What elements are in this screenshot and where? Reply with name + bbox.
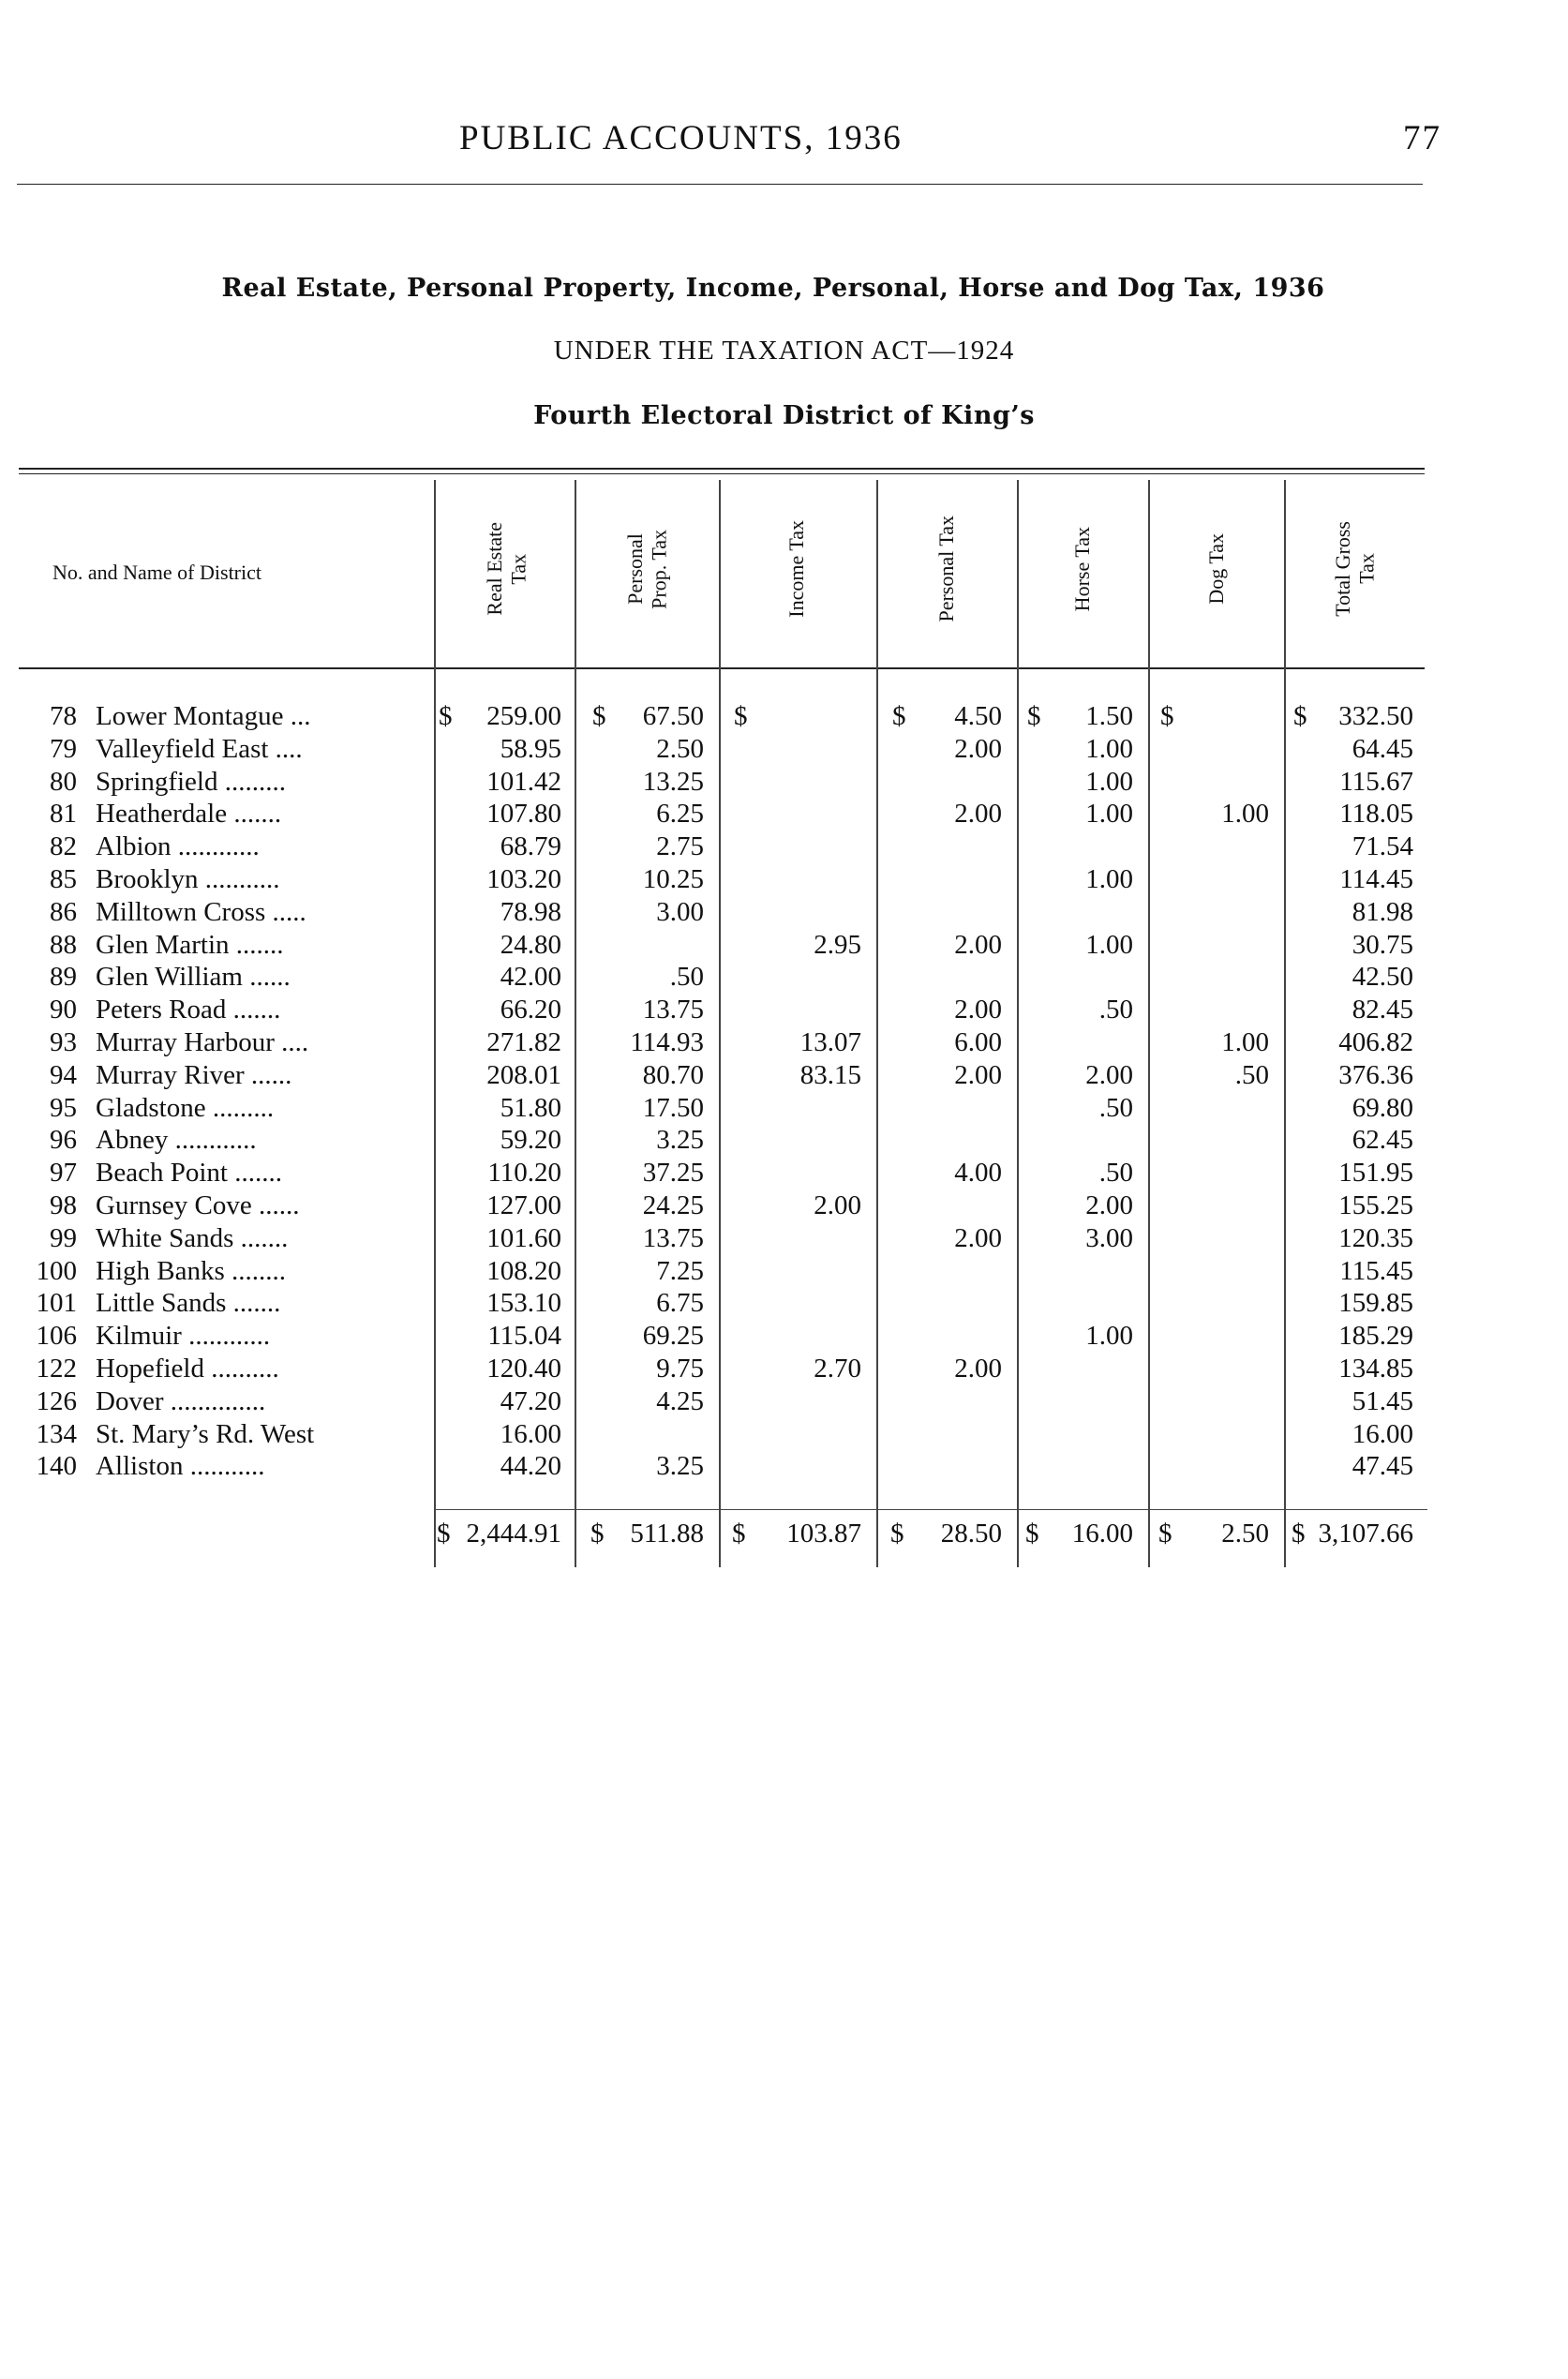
total-re: 2,444.91 [466, 1519, 561, 1549]
cell-total: 30.75 [1351, 929, 1413, 960]
district-number: 93 [50, 1027, 77, 1057]
totals-rule [434, 1509, 1427, 1510]
total-pers: 28.50 [940, 1519, 1002, 1549]
district-number: 96 [50, 1125, 77, 1156]
cell-pp: 3.00 [656, 896, 704, 927]
cell-re: 58.95 [500, 733, 561, 764]
table-row [0, 1060, 1568, 1093]
cell-horse: 1.00 [1085, 929, 1133, 960]
cell-horse: 3.00 [1085, 1222, 1133, 1253]
cell-re: 115.04 [487, 1321, 561, 1352]
cell-pp: 3.25 [656, 1451, 704, 1482]
cell-pp: 7.25 [656, 1255, 704, 1286]
cell-horse: .50 [1098, 995, 1133, 1025]
district-name: Lower Montague ... [96, 701, 311, 731]
cell-re: 110.20 [487, 1158, 561, 1189]
cell-total: 120.35 [1338, 1222, 1413, 1253]
district-number: 81 [50, 799, 77, 830]
district-name: Murray River ...... [96, 1059, 292, 1090]
table-top-rule [19, 468, 1425, 470]
district-number: 90 [50, 995, 77, 1025]
district-number: 80 [50, 766, 77, 797]
cell-total: 134.85 [1338, 1354, 1413, 1384]
cell-dog: 1.00 [1221, 799, 1269, 830]
district-name: Beach Point ....... [96, 1158, 282, 1189]
table-row [0, 1027, 1568, 1060]
district-number: 79 [50, 733, 77, 764]
cell-horse: .50 [1098, 1092, 1133, 1123]
total-inc: 103.87 [786, 1519, 861, 1549]
cell-total: 16.00 [1351, 1418, 1413, 1449]
table-row [0, 1125, 1568, 1158]
cell-pp: 6.25 [656, 799, 704, 830]
cell-re: 107.80 [486, 799, 561, 830]
cell-re: 44.20 [500, 1451, 561, 1482]
cell-total: 151.95 [1338, 1158, 1413, 1189]
cell-pp: 67.50 [642, 701, 704, 731]
cell-re: 153.10 [486, 1288, 561, 1319]
district-name: Albion ............ [96, 831, 260, 862]
district-number: 134 [36, 1418, 77, 1449]
cell-inc: 13.07 [799, 1027, 861, 1057]
cell-horse: 1.00 [1085, 1321, 1133, 1352]
table-title: Real Estate, Personal Property, Income, Personal, Horse and Dog Tax, 1936 [221, 274, 1325, 303]
cell-inc: 83.15 [799, 1059, 861, 1090]
cell-total: 64.45 [1351, 733, 1413, 764]
col-head-personal: Personal Tax [934, 516, 959, 622]
dollar-sign: $ [1027, 701, 1041, 731]
district-name: Gladstone ......... [96, 1092, 275, 1123]
table-row [0, 799, 1568, 831]
table-row [0, 1093, 1568, 1126]
cell-re: 120.40 [486, 1354, 561, 1384]
district-name: Milltown Cross ..... [96, 896, 306, 927]
district-name: Brooklyn ........... [96, 864, 280, 894]
district-number: 85 [50, 864, 77, 894]
cell-total: 81.98 [1351, 896, 1413, 927]
table-row [0, 1190, 1568, 1223]
district-name: Glen Martin ....... [96, 929, 284, 960]
total-dog: 2.50 [1221, 1519, 1269, 1549]
cell-pp: 2.50 [656, 733, 704, 764]
cell-pp: .50 [669, 962, 704, 993]
cell-horse: 1.00 [1085, 799, 1133, 830]
cell-pp: 17.50 [642, 1092, 704, 1123]
table-row [0, 1288, 1568, 1321]
cell-re: 47.20 [500, 1385, 561, 1416]
table-row [0, 962, 1568, 995]
district-number: 82 [50, 831, 77, 862]
cell-pers: 6.00 [954, 1027, 1002, 1057]
table-row [0, 767, 1568, 800]
district-name: Hopefield .......... [96, 1354, 279, 1384]
cell-pp: 13.25 [642, 766, 704, 797]
cell-re: 68.79 [500, 831, 561, 862]
table-row [0, 1223, 1568, 1256]
dollar-sign: $ [732, 1519, 746, 1549]
cell-pp: 13.75 [642, 995, 704, 1025]
col-head-name: No. and Name of District [52, 561, 261, 584]
cell-re: 108.20 [486, 1255, 561, 1286]
cell-total: 114.45 [1339, 864, 1413, 894]
table-row [0, 1158, 1568, 1190]
table-row [0, 864, 1568, 897]
district-name: Gurnsey Cove ...... [96, 1190, 300, 1220]
cell-re: 103.20 [486, 864, 561, 894]
col-head-income: Income Tax [784, 520, 809, 618]
district-name: Kilmuir ............ [96, 1321, 271, 1352]
cell-re: 16.00 [500, 1418, 561, 1449]
table-row [0, 1354, 1568, 1386]
dollar-sign: $ [734, 701, 748, 731]
district-subtitle: Fourth Electoral District of King’s [533, 401, 1035, 430]
district-name: Glen William ...... [96, 962, 291, 993]
cell-horse: 1.50 [1085, 701, 1133, 731]
cell-pp: 24.25 [642, 1190, 704, 1220]
cell-re: 259.00 [486, 701, 561, 731]
cell-horse: 1.00 [1085, 733, 1133, 764]
table-row [0, 897, 1568, 930]
district-number: 100 [36, 1255, 77, 1286]
page-number: 77 [1403, 119, 1441, 157]
district-number: 126 [36, 1385, 77, 1416]
cell-total: 42.50 [1351, 962, 1413, 993]
table-row [0, 734, 1568, 767]
cell-re: 51.80 [500, 1092, 561, 1123]
cell-pp: 80.70 [642, 1059, 704, 1090]
cell-total: 332.50 [1338, 701, 1413, 731]
table-row [0, 1419, 1568, 1452]
table-row [0, 1451, 1568, 1484]
cell-horse: .50 [1098, 1158, 1133, 1189]
cell-re: 127.00 [486, 1190, 561, 1220]
cell-total: 155.25 [1338, 1190, 1413, 1220]
dollar-sign: $ [1293, 701, 1307, 731]
district-number: 95 [50, 1092, 77, 1123]
cell-inc: 2.70 [814, 1354, 861, 1384]
cell-pers: 2.00 [954, 995, 1002, 1025]
cell-re: 24.80 [500, 929, 561, 960]
district-name: Alliston ........... [96, 1451, 265, 1482]
cell-total: 115.45 [1339, 1255, 1413, 1286]
district-name: Little Sands ....... [96, 1288, 281, 1319]
cell-inc: 2.00 [814, 1190, 861, 1220]
cell-re: 59.20 [500, 1125, 561, 1156]
cell-pers: 4.00 [954, 1158, 1002, 1189]
cell-pers: 4.50 [954, 701, 1002, 731]
dollar-sign: $ [890, 1519, 904, 1549]
page-title: PUBLIC ACCOUNTS, 1936 [459, 119, 903, 157]
table-row [0, 930, 1568, 963]
cell-total: 118.05 [1339, 799, 1413, 830]
district-name: Dover .............. [96, 1385, 266, 1416]
cell-pers: 2.00 [954, 1222, 1002, 1253]
cell-total: 159.85 [1338, 1288, 1413, 1319]
cell-total: 69.80 [1351, 1092, 1413, 1123]
district-number: 88 [50, 929, 77, 960]
table-row [0, 995, 1568, 1027]
cell-total: 82.45 [1351, 995, 1413, 1025]
total-total: 3,107.66 [1318, 1519, 1413, 1549]
district-number: 78 [50, 701, 77, 731]
cell-pp: 3.25 [656, 1125, 704, 1156]
cell-pp: 2.75 [656, 831, 704, 862]
cell-re: 101.60 [486, 1222, 561, 1253]
district-name: High Banks ........ [96, 1255, 286, 1286]
cell-pers: 2.00 [954, 1059, 1002, 1090]
cell-re: 101.42 [486, 766, 561, 797]
cell-pers: 2.00 [954, 929, 1002, 960]
dollar-sign: $ [1160, 701, 1174, 731]
district-name: Springfield ......... [96, 766, 286, 797]
dollar-sign: $ [1025, 1519, 1039, 1549]
district-name: Murray Harbour .... [96, 1027, 309, 1057]
district-name: St. Mary’s Rd. West [96, 1418, 315, 1449]
district-name: Peters Road ....... [96, 995, 281, 1025]
district-number: 98 [50, 1190, 77, 1220]
cell-horse: 1.00 [1085, 766, 1133, 797]
cell-re: 208.01 [486, 1059, 561, 1090]
cell-re: 271.82 [486, 1027, 561, 1057]
dollar-sign: $ [437, 1519, 451, 1549]
cell-pp: 114.93 [630, 1027, 704, 1057]
cell-horse: 2.00 [1085, 1190, 1133, 1220]
cell-total: 115.67 [1339, 766, 1413, 797]
col-head-personal-prop: Personal Prop. Tax [622, 529, 670, 609]
cell-pp: 6.75 [656, 1288, 704, 1319]
cell-horse: 1.00 [1085, 864, 1133, 894]
cell-pers: 2.00 [954, 1354, 1002, 1384]
cell-total: 406.82 [1338, 1027, 1413, 1057]
district-number: 122 [36, 1354, 77, 1384]
dollar-sign: $ [590, 1519, 605, 1549]
cell-pers: 2.00 [954, 733, 1002, 764]
district-name: Abney ............ [96, 1125, 257, 1156]
dollar-sign: $ [439, 701, 453, 731]
cell-pp: 37.25 [642, 1158, 704, 1189]
cell-horse: 2.00 [1085, 1059, 1133, 1090]
district-name: Valleyfield East .... [96, 733, 303, 764]
cell-pp: 9.75 [656, 1354, 704, 1384]
district-name: White Sands ....... [96, 1222, 289, 1253]
dollar-sign: $ [892, 701, 906, 731]
district-number: 86 [50, 896, 77, 927]
header-bottom-rule [19, 667, 1425, 669]
total-horse: 16.00 [1071, 1519, 1133, 1549]
total-pp: 511.88 [630, 1519, 704, 1549]
header-rule [17, 184, 1423, 185]
cell-total: 62.45 [1351, 1125, 1413, 1156]
dollar-sign: $ [592, 701, 606, 731]
cell-re: 42.00 [500, 962, 561, 993]
cell-dog: .50 [1234, 1059, 1269, 1090]
cell-total: 376.36 [1338, 1059, 1413, 1090]
col-head-horse: Horse Tax [1070, 526, 1095, 612]
col-head-dog: Dog Tax [1203, 533, 1228, 605]
table-row [0, 1386, 1568, 1419]
cell-re: 66.20 [500, 995, 561, 1025]
table-row [0, 701, 1568, 734]
cell-pp: 10.25 [642, 864, 704, 894]
district-number: 99 [50, 1222, 77, 1253]
cell-total: 71.54 [1351, 831, 1413, 862]
district-number: 94 [50, 1059, 77, 1090]
district-number: 97 [50, 1158, 77, 1189]
table-row [0, 1256, 1568, 1289]
table-top-rule-2 [19, 473, 1425, 474]
dollar-sign: $ [1158, 1519, 1172, 1549]
district-number: 106 [36, 1321, 77, 1352]
dollar-sign: $ [1292, 1519, 1306, 1549]
cell-inc: 2.95 [814, 929, 861, 960]
cell-re: 78.98 [500, 896, 561, 927]
act-subtitle: UNDER THE TAXATION ACT—1924 [553, 336, 1015, 366]
cell-total: 185.29 [1338, 1321, 1413, 1352]
district-number: 101 [36, 1288, 77, 1319]
cell-total: 47.45 [1351, 1451, 1413, 1482]
table-row [0, 831, 1568, 864]
cell-pp: 4.25 [656, 1385, 704, 1416]
cell-pp: 13.75 [642, 1222, 704, 1253]
cell-pp: 69.25 [642, 1321, 704, 1352]
cell-pers: 2.00 [954, 799, 1002, 830]
cell-total: 51.45 [1351, 1385, 1413, 1416]
district-number: 89 [50, 962, 77, 993]
district-number: 140 [36, 1451, 77, 1482]
cell-dog: 1.00 [1221, 1027, 1269, 1057]
col-head-total: Total Gross Tax [1330, 521, 1378, 617]
col-head-real-estate: Real Estate Tax [482, 522, 530, 616]
district-name: Heatherdale ....... [96, 799, 282, 830]
table-row [0, 1321, 1568, 1354]
